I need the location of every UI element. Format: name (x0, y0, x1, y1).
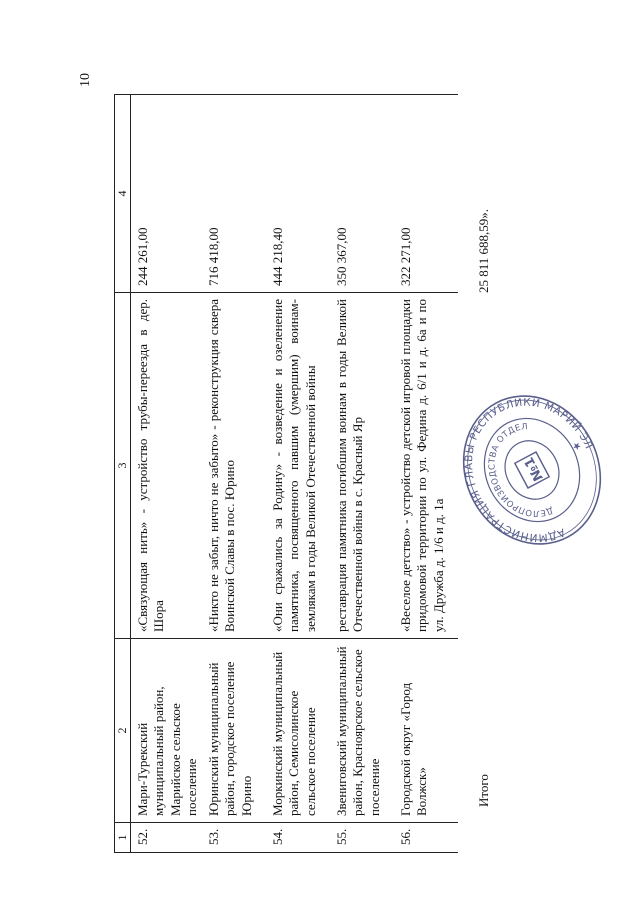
seal-number: №1 (521, 454, 547, 484)
project-cell: «Они сражались за Родину» - возведение и озеленение памятника, посвященного павшим (умершим) воинам-землякам в годы Великой Отечественной войны (266, 293, 330, 639)
table-row (394, 95, 458, 853)
amount-cell: 350 367,00 (330, 95, 394, 293)
project-cell: реставрация памятника погибшим воинам в годы Великой Отечественной войны в с. Красный Яр (330, 293, 394, 639)
table-header-row (115, 95, 131, 853)
municipality-cell: Городской округ «Город Волжск» (394, 639, 458, 823)
row-number: 53. (202, 823, 266, 853)
row-number: 55. (330, 823, 394, 853)
seal-inner-text: ДЕЛОПРОИЗВОДСТВА ОТДЕЛ (487, 422, 555, 518)
grant-table (114, 94, 458, 853)
column-header-3: 3 (115, 293, 131, 639)
column-header-4: 4 (115, 95, 131, 293)
total-label: Итого (476, 774, 491, 807)
page-number: 10 (78, 73, 93, 87)
table-row (202, 95, 266, 853)
seal-outer-text: АДМИНИСТРАЦИЯ ГЛАВЫ РЕСПУБЛИКИ МАРИЙ ЭЛ (463, 396, 595, 544)
amount-cell: 444 218,40 (266, 95, 330, 293)
municipality-cell: Звениговский муниципальный район, Красноярское сельское поселение (330, 639, 394, 823)
municipality-cell: Мари-Турекский муниципальный район, Марийское сельское поселение (131, 639, 203, 823)
official-seal-stamp (433, 367, 632, 574)
table-row (266, 95, 330, 853)
project-cell: «Связующая нить» - устройство трубы-переезда в дер. Шора (131, 293, 203, 639)
total-value: 25 811 688,59». (476, 208, 491, 293)
amount-cell: 716 418,00 (202, 95, 266, 293)
amount-cell: 322 271,00 (394, 95, 458, 293)
column-header-1: 1 (115, 823, 131, 853)
column-header-2: 2 (115, 639, 131, 823)
municipality-cell: Юринский муниципальный район, городское поселение Юрино (202, 639, 266, 823)
row-number: 54. (266, 823, 330, 853)
amount-cell: 244 261,00 (131, 95, 203, 293)
seal-star-icon: ★ (570, 439, 585, 453)
municipality-cell: Моркинский муниципальный район, Семисолинское сельское поселение (266, 639, 330, 823)
table-row (330, 95, 394, 853)
project-cell: «Веселое детство» - устройство детской игровой площадки придомовой территории по ул. Федина д. 6/1 и д. 6а и по ул. Дружба д. 1/6 и д. 1а (394, 293, 458, 639)
row-number: 52. (131, 823, 203, 853)
table-row (131, 95, 203, 853)
project-cell: «Никто не забыт, ничто не забыто» - реконструкция сквера Воинской Славы в пос. Юрино (202, 293, 266, 639)
row-number: 56. (394, 823, 458, 853)
